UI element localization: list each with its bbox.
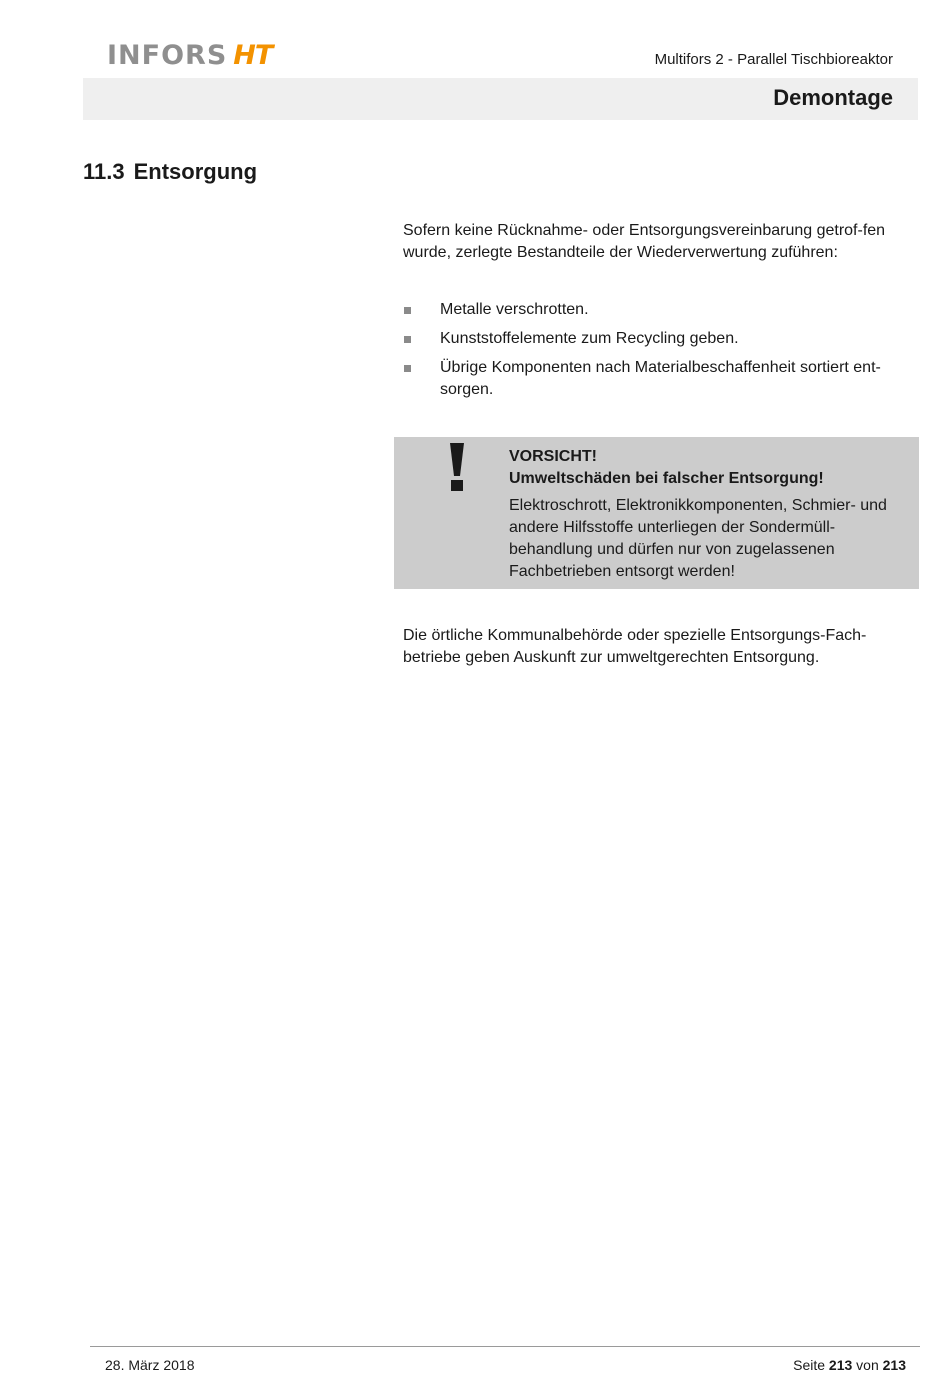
warning-box (394, 437, 919, 589)
intro-paragraph: Sofern keine Rücknahme- oder Entsorgungsvereinbarung getrof-fen wurde, zerlegte Bestandteile der Wiederverwertung zuführen: (403, 222, 886, 261)
footer-date: 28. März 2018 (105, 1357, 195, 1373)
document-title: Multifors 2 - Parallel Tischbioreaktor (654, 51, 893, 68)
square-bullet-icon (404, 307, 411, 314)
logo-text: INFORS (107, 40, 228, 71)
chapter-bar (83, 78, 918, 120)
square-bullet-icon (404, 365, 411, 372)
list-item (403, 328, 923, 350)
section-number: 11.3 (83, 159, 125, 184)
section-heading (83, 159, 257, 185)
logo-mark: HT (233, 40, 273, 71)
list-item-text: Übrige Komponenten nach Materialbeschaffenheit sortiert ent-sorgen. (440, 359, 881, 398)
chapter-title: Demontage (773, 85, 893, 110)
page-number (793, 1357, 906, 1373)
list-item (403, 299, 923, 321)
square-bullet-icon (404, 336, 411, 343)
page-prefix: Seite (793, 1357, 826, 1373)
warning-content (509, 446, 909, 583)
warning-heading: Umweltschäden bei falscher Entsorgung! (509, 470, 824, 487)
page-current: 213 (828, 1357, 853, 1373)
list-item-text: Kunststoffelemente zum Recycling geben. (440, 330, 739, 347)
page-total: 213 (882, 1357, 906, 1373)
list-item-text: Metalle verschrotten. (440, 301, 589, 318)
disposal-list (403, 299, 923, 408)
outro-paragraph: Die örtliche Kommunalbehörde oder spezielle Entsorgungs-Fach-betriebe geben Auskunft zur umweltgerechten Entsorgung. (403, 627, 867, 666)
footer-divider (90, 1346, 920, 1347)
exclamation-icon (447, 443, 467, 493)
warning-label: VORSICHT! (509, 448, 597, 465)
section-title: Entsorgung (133, 159, 258, 184)
company-logo (107, 40, 272, 72)
page-separator: von (856, 1357, 879, 1373)
list-item (403, 357, 923, 401)
warning-text: Elektroschrott, Elektronikkomponenten, Schmier- und andere Hilfsstoffe unterliegen der Sondermüll-behandlung und dürfen nur von zugelassenen Fachbetrieben entsorgt werden! (509, 497, 887, 580)
